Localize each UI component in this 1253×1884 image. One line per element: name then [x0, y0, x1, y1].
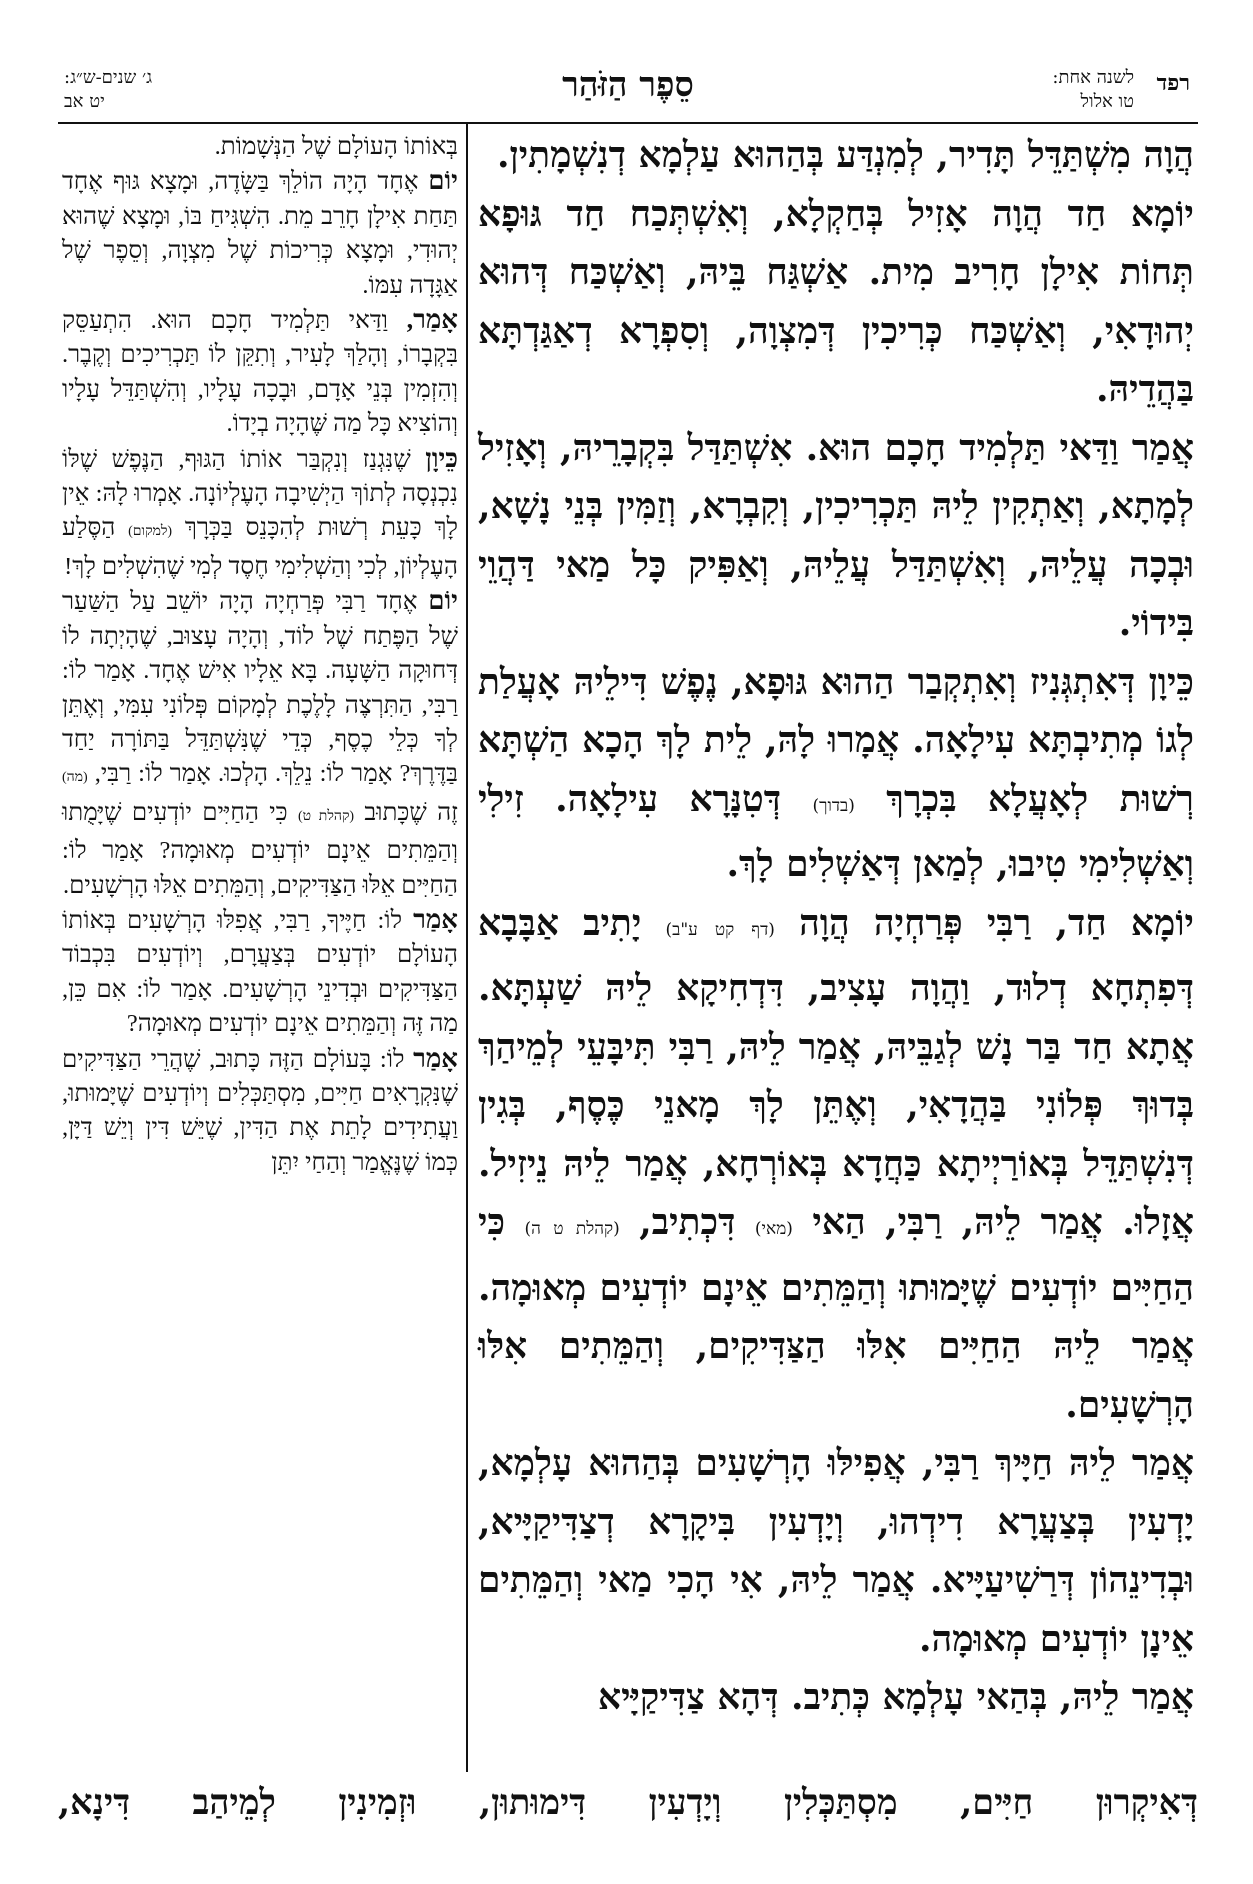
paragraph-lead-word: אָמַר: [413, 904, 458, 934]
side-paragraph: [62, 584, 458, 903]
paragraph-text: וַדַּאי תַּלְמִיד חָכָם הוּא. אִשְׁתַּדַּל בִּקְבָרֵיהּ, וְאָזִיל לְמָתָא, וְאַתְקִין לֵיהּ תַּכְרִיכִין, וְקִבְרָא, וְזַמִּין בְּנֵי נָשָׁא, וּבְכָה עֲלֵיהּ, וְאִשְׁתַּדַּל עֲלֵיהּ, וְאַפִּיק כָּל מַאי דַּהֲוֵי בִּידוֹי.: [478, 426, 1194, 644]
page-header: [58, 62, 1198, 120]
paragraph-lead-word: יוֹם: [428, 166, 458, 196]
reading-schedule-three-years: [64, 66, 152, 114]
main-paragraph: [478, 894, 1194, 1435]
paragraph-text: חַד הֲוָה אָזִיל בְּחַקְלָא, וְאִשְׁתְּכַח חַד גּוּפָא תְּחוֹת אִילָן חָרִיב מִית. אַשְׁגַּח בֵּיהּ, וְאַשְׁכַּח דְּהוּא יְהוּדָאִי, וְאַשְׁכַּח כְּרִיכִין דְּמִצְוָה, וְסִפְרָא דְאַגַּדְתָּא בַּהֲדֵיהּ.: [478, 192, 1194, 410]
column-divider: [466, 124, 468, 1772]
side-paragraph: [62, 1042, 458, 1181]
variant-reading: (מאי): [754, 1219, 793, 1239]
paragraph-text: דִּכְתִיב,: [619, 1201, 755, 1243]
paragraph-text: יָתִיב אַבָּבָא דְּפִתְחָא דְלוּד, וַהֲוָה עָצִיב, דִּדְחִיקָא לֵיהּ שַׁעְתָּא. אֲתָא חַד בַּר נָשׁ לְגַבֵּיהּ, אֲמַר לֵיהּ, רַבִּי תִּיבָּעֵי לְמֵיהַךְ בְּדוּךְ פְּלוֹנִי בַּהֲדָאִי, וְאֶתֵּן לָךְ מָאנֵי כֶּסֶף, בְּגִין דְּנִשְׁתַּדֵּל בְּאוֹרַיְיתָא כַּחֲדָא בְּאוֹרְחָא, אֲמַר לֵיהּ נֵיזִיל. אֲזָלוּ. אֲמַר לֵיהּ, רַבִּי, הַאי: [478, 901, 1194, 1243]
header-divider: [58, 122, 1198, 124]
paragraph-text: הַסֶּלַע הָעֶלְיוֹן, לְכִי וְהַשְׁלִימִי חֶסֶד לְמִי שֶׁהִשְׁלִים לָךְ!: [62, 514, 458, 580]
paragraph-text: כִּי הַחַיִּים יוֹדְעִים שֶׁיָּמוּתוּ וְהַמֵּתִים אֵינָם יוֹדְעִים מְאוּמָה. אֲמַר לֵיהּ הַחַיִּים אִלּוּ הַצַּדִּיקִים, וְהַמֵּתִים אִלּוּ הָרְשָׁעִים.: [478, 1201, 1194, 1426]
paragraph-lead-word: יוֹמָא: [1130, 192, 1194, 235]
main-paragraph: [478, 419, 1194, 653]
paragraph-lead-word: כֵּיוָן: [425, 443, 458, 473]
schedule-date: יט אב: [64, 91, 105, 112]
schedule-label: לשנה אחת:: [1052, 67, 1134, 88]
paragraph-text: בְּאוֹתוֹ הָעוֹלָם שֶׁל הַנְּשָׁמוֹת.: [214, 133, 458, 160]
paragraph-text: שֶׁנִּגְנַז וְנִקְבַּר אוֹתוֹ הַגּוּף, הַנֶּפֶשׁ שֶׁלּוֹ נִכְנְסָה לְתוֹךְ הַיְשִׁיבָה הָעֶלְיוֹנָה. אָמְרוּ לָהּ: אֵין לָךְ כָּעֵת רְשׁוּת לְהִכָּנֵס בַּכְּרָךְ: [62, 445, 458, 542]
paragraph-lead-word: אָמַר,: [406, 305, 458, 335]
paragraph-text: דְּטִנָּרָא עִילָאָה. זִילִי וְאַשְׁלִימִי טִיבוּ, לְמַאן דְּאַשְׁלִים לָךְ.: [478, 777, 1194, 885]
schedule-date: טו אלול: [1080, 91, 1134, 112]
folio-reference: (דף קט ע"ב): [665, 919, 775, 940]
side-paragraph: [62, 303, 458, 442]
book-title: סֵפֶר הַזֹּהַר: [562, 65, 694, 105]
side-paragraph: [62, 442, 458, 585]
paragraph-text: אֶחָד רַבִּי פְּרַחְיָה הָיָה יוֹשֵׁב עַל הַשַּׁעַר שֶׁל הַפֶּתַח שֶׁל לוֹד, וְהָיָה עָצוּב, שֶׁהָיְתָה לוֹ דְּחוּקָה הַשָּׁעָה. בָּא אֵלָיו אִישׁ אֶחָד. אָמַר לוֹ: רַבִּי, הַתִּרְצֶה לָלֶכֶת לְמָקוֹם פְּלוֹנִי עִמִּי, וְאֶתֵּן לְךָ כְּלֵי כֶסֶף, כְּדֵי שֶׁנִּשְׁתַּדֵּל בַּתּוֹרָה יַחַד בַּדֶּרֶךְ? אָמַר לוֹ: נֵלֵךְ. הָלְכוּ. אָמַר לוֹ: רַבִּי,: [62, 588, 458, 788]
main-paragraph: [478, 1668, 1194, 1727]
paragraph-lead-word: אֲמַר: [1131, 426, 1194, 469]
paragraph-text: וַדַּאי תַּלְמִיד חָכָם הוּא. הִתְעַסֵּק בִּקְבָרוֹ, וְהָלַךְ לָעִיר, וְתִקֵּן לוֹ תַּכְרִיכִים וְקֶבֶר. וְהִזְמִין בְּנֵי אָדָם, וּבָכָה עָלָיו, וְהִשְׁתַּדֵּל עָלָיו וְהוֹצִיא כָּל מַה שֶּׁהָיָה בְיָדוֹ.: [62, 307, 458, 438]
paragraph-text: לוֹ: בָּעוֹלָם הַזֶּה כָּתוּב, שֶׁהֲרֵי הַצַּדִּיקִים שֶׁנִּקְרָאִים חַיִּים, מִסְתַּכְּלִים וְיוֹדְעִים שֶׁיָּמוּתוּ, וַעֲתִידִים לָתֵת אֶת הַדִּין, שֶׁיֵּשׁ דִּין וְיֵשׁ דַּיָּן, כְּמוֹ שֶׁנֶּאֱמַר וְהַחַי יִתֵּן: [62, 1045, 458, 1176]
side-paragraph: [62, 130, 458, 164]
page-number: רפד: [1156, 70, 1190, 96]
paragraph-text: לוֹ: חַיֶּיךָ, רַבִּי, אֲפִלּוּ הָרְשָׁעִים בְּאוֹתוֹ הָעוֹלָם יוֹדְעִים בְּצַעֲרָם, וְיוֹדְעִים בִּכְבוֹד הַצַּדִּיקִים וּבְדִינֵי הָרְשָׁעִים. אָמַר לוֹ: אִם כֵּן, מַה זֶּה וְהַמֵּתִים אֵינָם יוֹדְעִים מְאוּמָה?: [62, 906, 458, 1038]
aramaic-text-column: [478, 126, 1194, 1727]
paragraph-lead-word: יוֹם: [428, 586, 458, 616]
schedule-label: ג׳ שנים-ש״ג:: [64, 67, 153, 88]
main-paragraph: [478, 1434, 1194, 1668]
verse-reference: (קהלת ט): [297, 808, 355, 824]
hebrew-translation-column: [62, 130, 458, 1180]
main-paragraph: [478, 653, 1194, 894]
verse-reference: (קהלת ט ה): [524, 1219, 620, 1239]
paragraph-text: הֲוָה מִשְׁתַּדֵּל תָּדִיר, לְמִנְדַּע בְּהַהוּא עַלְמָא דְנִשְׁמָתִין.: [497, 134, 1194, 176]
paragraph-lead-word: אֲמַר: [1131, 1676, 1194, 1718]
paragraph-text: לֵיהּ, בְּהַאי עָלְמָא כְּתִיב. דְּהָא צַדִּיקַיָּיא: [597, 1676, 1132, 1718]
main-paragraph: [478, 185, 1194, 419]
paragraph-text: דְּאִתְגְּנִיז וְאִתְקְבַר הַהוּא גּוּפָא, נֶפֶשׁ דִּילֵיהּ אָעֲלַת לְגוֹ מְתִיבְתָּא עִילָאָה. אֲמָרוּ לָהּ, לֵית לָךְ הָכָא הַשְׁתָּא רְשׁוּת לְאָעֲלָא בִּכְרָךְ: [478, 660, 1194, 820]
paragraph-text: לֵיהּ חַיָּיךְ רַבִּי, אֲפִילּוּ הָרְשָׁעִים בְּהַהוּא עָלְמָא, יָדְעִין בְּצַעֲרָא דִידְהוּ, וְיָדְעִין בִּיקָרָא דְצַדִּיקַיָּיא, וּבְדִינֵהוֹן דְּרַשִׁיעַיָּיא. אֲמַר לֵיהּ, אִי הָכִי מַאי וְהַמֵּתִים אֵינָן יוֹדְעִים מְאוּמָה.: [478, 1442, 1194, 1660]
paragraph-lead-word: אָמַר: [413, 1043, 458, 1073]
variant-reading: (בדוך): [812, 795, 855, 816]
paragraph-lead-word: אֲמַר: [1131, 1442, 1194, 1484]
paragraph-text: חַד, רַבִּי פְּרַחְיָה הֲוָה: [774, 901, 1131, 944]
main-paragraph: [478, 126, 1194, 185]
side-paragraph: [62, 164, 458, 303]
full-width-continuation-line: דְּאִיקְרוּן חַיִּים, מִסְתַּכְּלִין וְיָדְעִין דִּימוּתוּן, וּזְמִינִין לְמֵיהַב דִּינָא,: [58, 1782, 1198, 1823]
paragraph-lead-word: כֵּיוָן: [1148, 660, 1194, 703]
variant-reading: (מה): [62, 770, 88, 786]
paragraph-text: כִּי הַחַיִּים יוֹדְעִים שֶׁיָּמֻתוּ וְהַמֵּתִים אֵינָם יוֹדְעִים מְאוּמָה? אָמַר לוֹ: הַחַיִּים אֵלּוּ הַצַּדִּיקִים, וְהַמֵּתִים אֵלּוּ הָרְשָׁעִים.: [62, 798, 458, 899]
paragraph-text: אֶחָד הָיָה הוֹלֵךְ בַּשָּׂדֶה, וּמָצָא גּוּף אֶחָד תַּחַת אִילָן חָרֵב מֵת. הִשְׁגִּיחַ בּוֹ, וּמָצָא שֶׁהוּא יְהוּדִי, וּמָצָא כְּרִיכוֹת שֶׁל מִצְוָה, וְסֵפֶר שֶׁל אַגָּדָה עִמּוֹ.: [62, 168, 458, 299]
variant-reading: (למקום): [128, 524, 173, 540]
side-paragraph: [62, 903, 458, 1042]
paragraph-lead-word: יוֹמָא: [1130, 901, 1194, 944]
paragraph-text: זֶה שֶׁכָּתוּב: [354, 798, 458, 826]
